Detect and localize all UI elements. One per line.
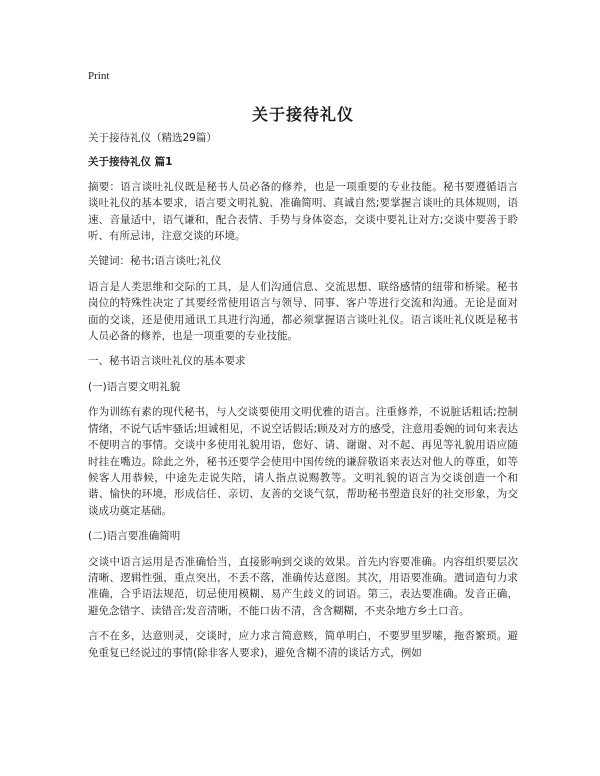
subheading-accurate-concise: (二)语言要准确简明	[88, 530, 181, 543]
subheading-civil-polite: (一)语言要文明礼貌	[88, 380, 181, 393]
abstract-paragraph: 摘要：语言谈吐礼仪既是秘书人员必备的修养，也是一项重要的专业技能。秘书要遵循语言谈吐礼仪的基本要求，语言要文明礼貌、准确简明、真诚自然;要掌握言谈吐的具体规则，语速、音量适中，语气谦和，配合表情、手势与身体姿态，交谈中要礼让对方;交谈中要善于聆听、有所忌讳，注意交谈的环境。	[88, 180, 518, 243]
keywords-paragraph: 关键词：秘书;语言谈吐;礼仪	[88, 255, 222, 268]
body-paragraph: 言不在多，达意则灵，交谈时，应力求言简意赅，简单明白，不要罗里罗嗦，拖沓繁琐。避免重复已经说过的事情(除非客人要求)，避免含糊不清的谈话方式，例如	[88, 630, 518, 659]
print-link[interactable]: Print	[88, 70, 110, 82]
section-heading: 关于接待礼仪 篇1	[88, 156, 173, 169]
heading-basic-requirements: 一、秘书语言谈吐礼仪的基本要求	[88, 355, 246, 368]
intro-paragraph: 语言是人类思维和交际的工具，是人们沟通信息、交流思想、联络感情的纽带和桥梁。秘书岗位的特殊性决定了其要经常使用语言与领导、同事、客户等进行交流和沟通。无论是面对面的交谈，还是使用通讯工具进行沟通，都必须掌握语言谈吐礼仪。语言谈吐礼仪既是秘书人员必备的修养，也是一项重要的专业技能。	[88, 280, 518, 343]
document-body	[88, 130, 518, 670]
document-title: 关于接待礼仪	[251, 105, 354, 124]
body-paragraph: 作为训练有素的现代秘书，与人交谈要使用文明优雅的语言。注重修养，不说脏话粗话;控制情绪，不说气话牢骚话;坦诚相见，不说空话假话;顾及对方的感受，注意用委婉的词句来表达不便明言的事情。交谈中多使用礼貌用语，您好、请、谢谢、对不起、再见等礼貌用语应随时挂在嘴边。除此之外，秘书还要学会使用中国传统的谦辞敬语来表达对他人的尊重，如等候客人用恭候，中途先走说失陪，请人指点说赐教等。文明礼貌的语言为交谈创造一个和谐、愉快的环境，形成信任、亲切、友善的交谈气氛，帮助秘书塑造良好的社交形象，为交谈成功奠定基础。	[88, 406, 518, 517]
body-paragraph: 交谈中语言运用是否准确恰当，直接影响到交谈的效果。首先内容要准确。内容组织要层次清晰、逻辑性强，重点突出，不丢不落，准确传达意图。其次，用语要准确。遣词造句力求准确，合乎语法规范，切忌使用模糊、易产生歧义的词语。第三，表达要准确。发音正确，避免念错字、读错音;发音清晰，不能口齿不清，含含糊糊，不夹杂地方乡土口音。	[88, 555, 518, 617]
document-subtitle: 关于接待礼仪（精选29篇）	[88, 132, 217, 144]
